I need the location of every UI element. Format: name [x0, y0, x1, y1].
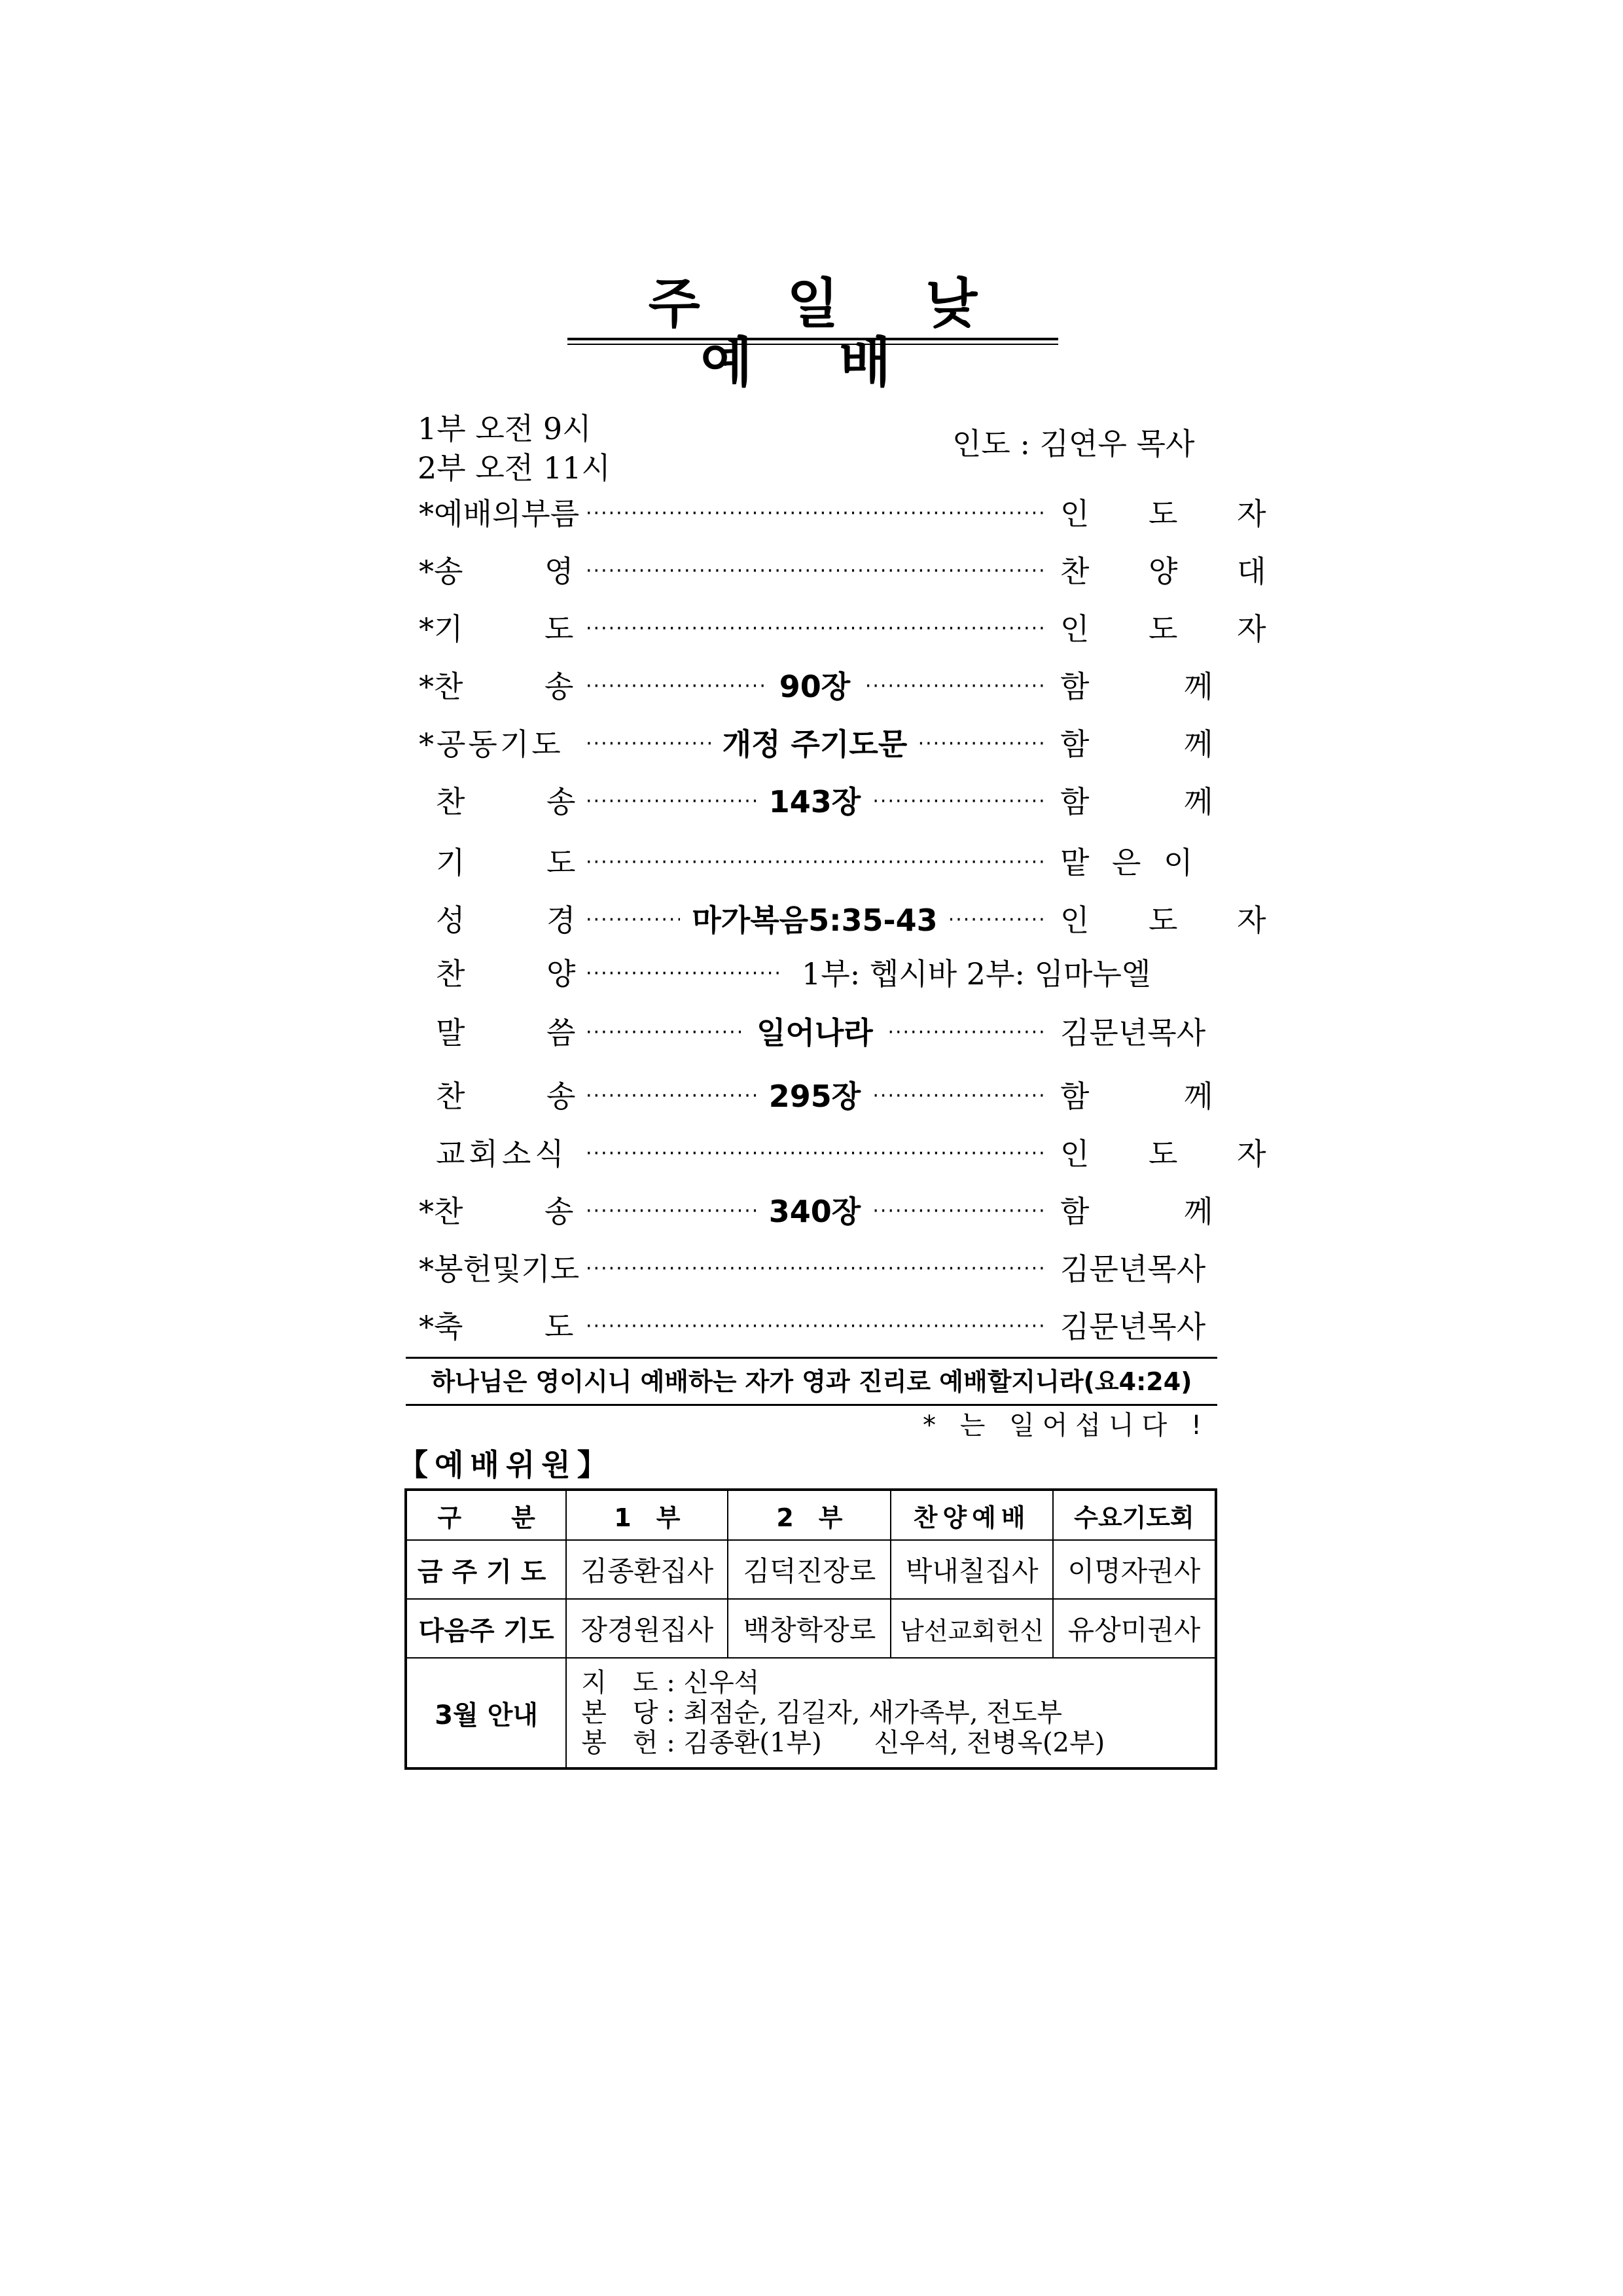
order-detail: 295장 — [586, 1077, 1044, 1116]
table-row — [406, 1599, 1216, 1658]
order-row — [0, 843, 1623, 882]
column-header: 1 부 — [566, 1490, 728, 1540]
order-label: 성 경 — [436, 903, 576, 938]
order-row — [0, 954, 1623, 994]
order-detail: 340장 — [586, 1192, 1044, 1231]
table-cell: 김종환집사 — [566, 1540, 728, 1599]
order-label: 말 씀 — [436, 1015, 576, 1050]
leader-dots — [586, 1307, 1044, 1346]
service-time-1: 1부 오전 9시 — [418, 411, 592, 446]
order-row — [0, 725, 1623, 764]
order-detail: 개정 주기도문 — [586, 725, 1044, 764]
order-row — [0, 782, 1623, 821]
title-underline-thin — [567, 344, 1058, 345]
leader-dots — [586, 494, 1044, 533]
table-row — [406, 1658, 1216, 1768]
order-label: *축 도 — [419, 1309, 574, 1344]
leader-dots — [586, 1249, 1044, 1289]
table-cell: 백창학장로 — [728, 1599, 891, 1658]
order-label: 찬 송 — [436, 784, 576, 819]
service-leader: 인도 : 김연우 목사 — [952, 426, 1195, 461]
column-header: 구 분 — [406, 1490, 566, 1540]
stand-note: * 는 일어섭니다 ! — [923, 1410, 1210, 1441]
order-label: *찬 송 — [419, 1194, 574, 1229]
order-row — [0, 494, 1623, 533]
order-label: 찬 양 — [436, 956, 576, 992]
order-row — [0, 1249, 1623, 1289]
column-header: 2 부 — [728, 1490, 891, 1540]
order-responsible: 인 도 자 — [1060, 1136, 1291, 1172]
order-row — [0, 667, 1623, 706]
column-header: 수요기도회 — [1053, 1490, 1216, 1540]
order-responsible: 함 께 — [1060, 1194, 1213, 1229]
verse-rule-top — [406, 1357, 1217, 1359]
order-row — [0, 901, 1623, 940]
table-cell: 장경원집사 — [566, 1599, 728, 1658]
anthem-choirs: 1부: 헵시바 2부: 임마누엘 — [802, 956, 1151, 992]
order-row — [0, 609, 1623, 649]
order-label: *봉헌및기도 — [419, 1251, 580, 1287]
table-cell: 김덕진장로 — [728, 1540, 891, 1599]
order-responsible: 인 도 자 — [1060, 496, 1291, 531]
order-responsible: 김문년목사 — [1060, 1251, 1206, 1287]
order-label: *기 도 — [419, 611, 574, 647]
order-label: 교회소식 — [436, 1136, 568, 1172]
order-responsible: 김문년목사 — [1060, 1015, 1206, 1050]
row-header: 다음주 기도 — [406, 1599, 566, 1658]
roster-title: 【예배위원】 — [398, 1447, 614, 1482]
leader-dots — [586, 609, 1044, 649]
order-responsible: 함 께 — [1060, 726, 1213, 762]
order-label: *공동기도 — [419, 726, 563, 762]
sermon-title: 일어나라 — [586, 1013, 1044, 1052]
order-responsible: 맡 은 이 — [1060, 845, 1193, 880]
order-label: *송 영 — [419, 554, 574, 589]
order-label: 기 도 — [436, 845, 576, 880]
order-responsible: 인 도 자 — [1060, 903, 1291, 938]
table-header-row — [406, 1490, 1216, 1540]
order-row — [0, 1307, 1623, 1346]
leader-dots — [586, 954, 782, 994]
order-responsible: 찬 양 대 — [1060, 554, 1291, 589]
table-cell: 박내칠집사 — [891, 1540, 1052, 1599]
table-cell: 유상미권사 — [1053, 1599, 1216, 1658]
column-header: 찬양예배 — [891, 1490, 1052, 1540]
order-row — [0, 1077, 1623, 1116]
order-responsible: 함 께 — [1060, 784, 1213, 819]
order-responsible: 김문년목사 — [1060, 1309, 1206, 1344]
row-header: 금주기도 — [406, 1540, 566, 1599]
order-label: *찬 송 — [419, 669, 574, 704]
order-row — [0, 1134, 1623, 1174]
notice-line: 지 도 : 신우석 — [581, 1668, 760, 1698]
order-label: *예배의부름 — [419, 496, 580, 531]
leader-dots — [586, 1134, 1044, 1174]
scripture-verse: 하나님은 영이시니 예배하는 자가 영과 진리로 예배할지니라(요4:24) — [431, 1367, 1192, 1396]
order-responsible: 함 께 — [1060, 669, 1213, 704]
order-label: 찬 송 — [436, 1079, 576, 1114]
order-responsible: 인 도 자 — [1060, 611, 1291, 647]
table-cell: 이명자권사 — [1053, 1540, 1216, 1599]
service-times — [418, 409, 611, 488]
service-time-2: 2부 오전 11시 — [418, 450, 611, 486]
order-detail: 90장 — [586, 667, 1044, 706]
notice-line: 봉 헌 : 김종환(1부) 신우석, 전병옥(2부) — [581, 1728, 1105, 1758]
order-row — [0, 1013, 1623, 1052]
order-responsible: 함 께 — [1060, 1079, 1213, 1114]
table-row — [406, 1540, 1216, 1599]
page-title: 주 일 낮 예 배 — [648, 273, 1012, 394]
row-header: 3월 안내 — [406, 1658, 566, 1768]
order-detail: 143장 — [586, 782, 1044, 821]
leader-dots — [586, 552, 1044, 591]
leader-dots — [586, 843, 1044, 882]
verse-rule-bottom — [406, 1404, 1217, 1406]
monthly-notice — [566, 1658, 1216, 1768]
notice-line: 본 당 : 최점순, 김길자, 새가족부, 전도부 — [581, 1698, 1063, 1728]
title-underline — [567, 338, 1058, 340]
table-cell: 남선교회헌신 — [891, 1599, 1052, 1658]
worship-roster-table — [404, 1488, 1217, 1770]
order-detail: 마가복음5:35-43 — [586, 901, 1044, 940]
order-row — [0, 552, 1623, 591]
order-row — [0, 1192, 1623, 1231]
